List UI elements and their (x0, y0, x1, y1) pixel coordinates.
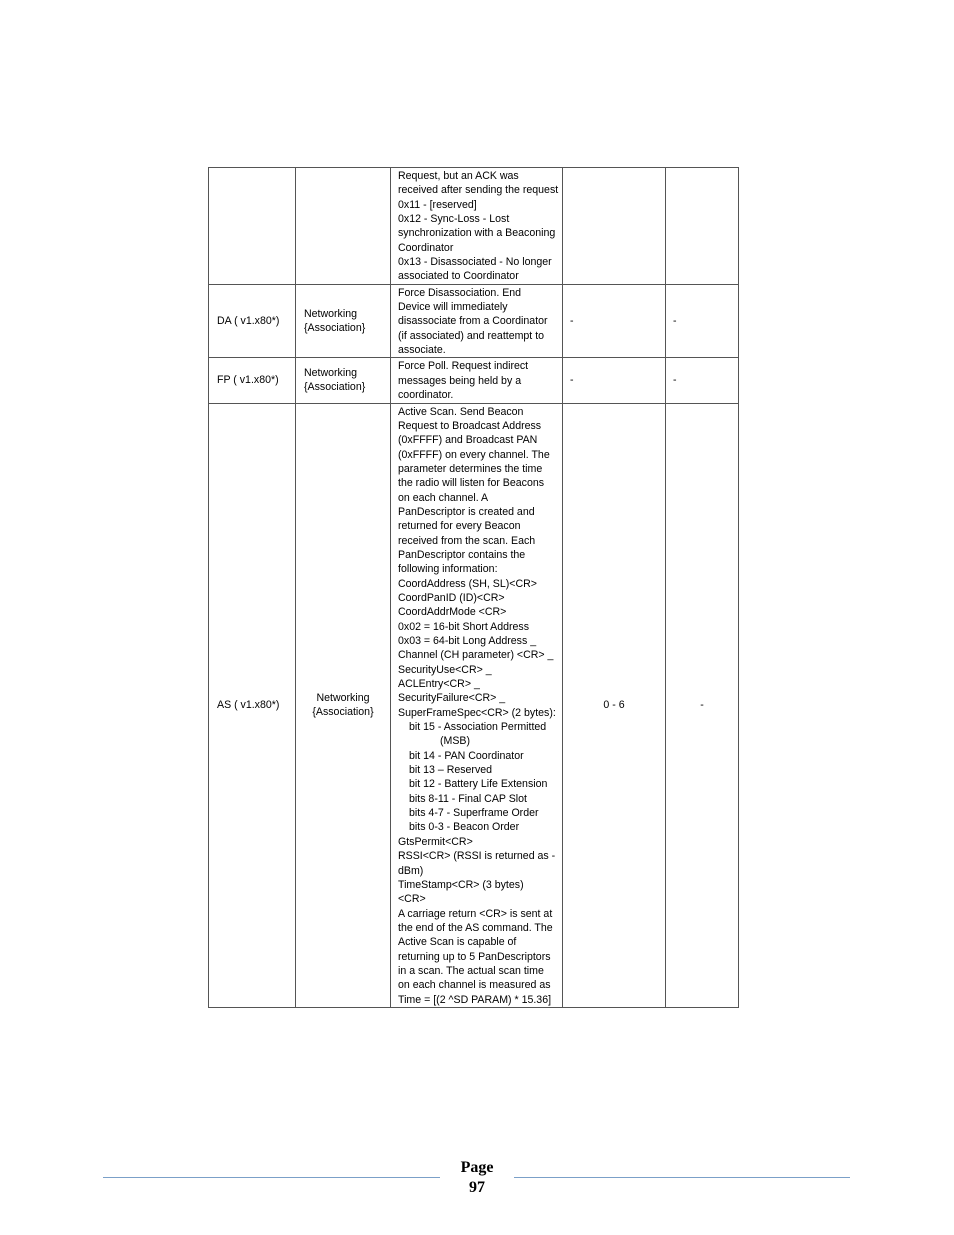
description-line: PanDescriptor is created and (398, 505, 535, 518)
category-line: Networking (304, 367, 357, 380)
description-line: Force Poll. Request indirect (398, 360, 529, 373)
description-line: bits 4-7 - Superframe Order (409, 807, 539, 820)
description-line: SecurityFailure<CR> _ (398, 692, 506, 705)
description-line: PanDescriptor contains the (398, 548, 526, 561)
table-row (209, 168, 739, 285)
description-line: CoordAddress (SH, SL)<CR> (398, 577, 537, 590)
table-row (209, 403, 739, 1007)
default-value-cell: - (666, 358, 739, 403)
description-line: 0x02 = 16-bit Short Address (398, 620, 530, 633)
description-line: parameter determines the time (398, 462, 543, 475)
description-line: associate. (398, 344, 446, 357)
description-line: Active Scan is capable of (398, 936, 517, 949)
command-name-cell: DA ( v1.x80*) (209, 284, 296, 358)
command-description-cell (391, 284, 563, 358)
default-value-cell: - (666, 284, 739, 358)
category-line: {Association} (304, 381, 366, 394)
description-line: following information: (398, 563, 498, 576)
description-line: the radio will listen for Beacons (398, 477, 545, 490)
description-line: Active Scan. Send Beacon (398, 405, 524, 418)
description-line: bit 14 - PAN Coordinator (409, 749, 524, 762)
command-name-cell (209, 168, 296, 285)
description-line: bit 15 - Association Permitted (409, 721, 547, 734)
description-line: in a scan. The actual scan time (398, 964, 544, 977)
description-line: bits 8-11 - Final CAP Slot (409, 792, 527, 805)
description-line: 0x12 - Sync-Loss - Lost (398, 213, 510, 226)
description-line: messages being held by a (398, 374, 522, 387)
category-line: {Association} (312, 706, 374, 719)
description-line: (0xFFFF) on every channel. The (398, 448, 550, 461)
description-line: ACLEntry<CR> _ (398, 678, 480, 691)
description-line: on each channel. A (398, 491, 489, 504)
description-line: disassociate from a Coordinator (398, 315, 548, 328)
command-category-cell (296, 168, 391, 285)
description-line: the end of the AS command. The (398, 921, 553, 934)
parameter-range-cell: - (563, 284, 666, 358)
description-line: bits 0-3 - Beacon Order (409, 821, 520, 834)
description-line: Request to Broadcast Address (398, 419, 542, 432)
description-line: returned for every Beacon (398, 520, 521, 533)
description-line: dBm) (398, 864, 424, 877)
description-line: Device will immediately (398, 301, 508, 314)
default-value-cell (666, 168, 739, 285)
command-description-cell (391, 358, 563, 403)
description-line: CoordAddrMode <CR> (398, 606, 507, 619)
at-command-table (208, 167, 739, 1008)
description-line: CoordPanID (ID)<CR> (398, 591, 505, 604)
command-category-cell (296, 358, 391, 403)
table-row (209, 358, 739, 403)
description-line: bit 12 - Battery Life Extension (409, 778, 548, 791)
description-line: <CR> (398, 893, 426, 906)
command-name-cell: FP ( v1.x80*) (209, 358, 296, 403)
description-line: (MSB) (440, 735, 471, 748)
page-number-block (440, 1158, 514, 1198)
page-number: 97 (469, 1179, 485, 1196)
parameter-range-cell: - (563, 358, 666, 403)
description-line: coordinator. (398, 389, 454, 402)
category-line: Networking (304, 307, 357, 320)
table-row (209, 284, 739, 358)
description-line: Channel (CH parameter) <CR> _ (398, 649, 554, 662)
description-line: associated to Coordinator (398, 270, 519, 283)
description-line: on each channel is measured as (398, 979, 551, 992)
default-value-cell: - (666, 403, 739, 1007)
page-footer (0, 1158, 954, 1208)
description-line: SuperFrameSpec<CR> (2 bytes): (398, 706, 556, 719)
command-description-cell (391, 403, 563, 1007)
command-name-cell: AS ( v1.x80*) (209, 403, 296, 1007)
description-line: GtsPermit<CR> (398, 835, 473, 848)
description-line: Time = [(2 ^SD PARAM) * 15.36] (398, 993, 552, 1006)
table-body (209, 168, 739, 1008)
footer-rule-right (514, 1177, 850, 1178)
footer-rule-left (103, 1177, 440, 1178)
command-category-cell (296, 403, 391, 1007)
description-line: 0x13 - Disassociated - No longer (398, 256, 552, 269)
command-category-cell (296, 284, 391, 358)
description-line: (0xFFFF) and Broadcast PAN (398, 434, 538, 447)
description-line: Request, but an ACK was (398, 170, 519, 182)
category-line: Networking (316, 691, 370, 704)
description-line: synchronization with a Beaconing (398, 227, 556, 240)
category-line: {Association} (304, 322, 366, 335)
parameter-range-cell (563, 168, 666, 285)
description-line: received from the scan. Each (398, 534, 536, 547)
description-line: (if associated) and reattempt to (398, 329, 545, 342)
description-line: 0x03 = 64-bit Long Address _ (398, 635, 537, 647)
description-line: A carriage return <CR> is sent at (398, 907, 553, 920)
description-line: 0x11 - [reserved] (398, 198, 477, 211)
description-line: TimeStamp<CR> (3 bytes) (398, 878, 524, 891)
parameter-range-cell: 0 - 6 (563, 403, 666, 1007)
command-description-cell (391, 168, 563, 285)
description-line: returning up to 5 PanDescriptors (398, 950, 551, 963)
page-label: Page (460, 1159, 494, 1176)
description-line: Force Disassociation. End (398, 286, 522, 299)
description-line: bit 13 – Reserved (409, 764, 493, 777)
description-line: SecurityUse<CR> _ (398, 663, 492, 676)
description-line: received after sending the request (398, 184, 559, 197)
description-line: Coordinator (398, 241, 454, 254)
description-line: RSSI<CR> (RSSI is returned as - (398, 850, 556, 863)
